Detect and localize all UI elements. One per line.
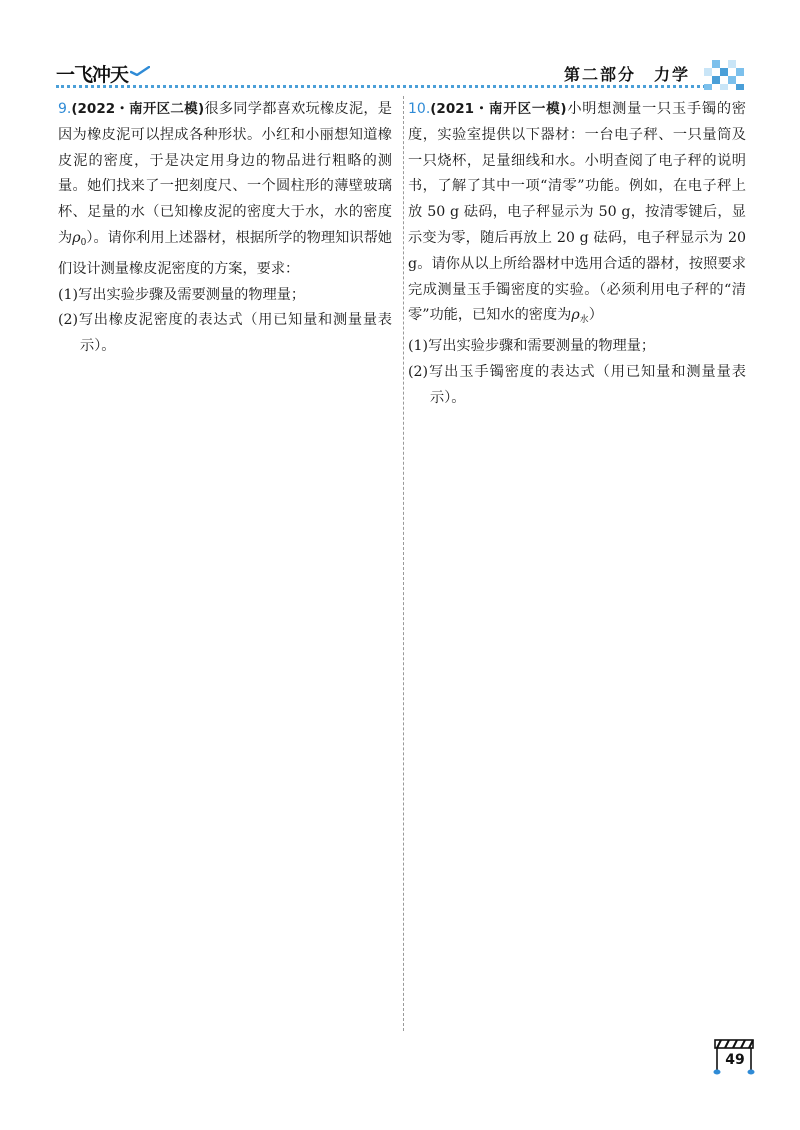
brand-swoosh-icon <box>130 66 150 76</box>
question-9 <box>58 97 392 360</box>
checker-pattern-icon <box>704 60 744 90</box>
question-body-cont: ） <box>588 307 603 324</box>
question-number: 9. <box>58 101 72 117</box>
page-header <box>56 58 746 90</box>
question-body: 小明想测量一只玉手镯的密度，实验室提供以下器材：一台电子秤、一只量筒及一只烧杯，足量细线和水。小明查阅了电子秤的说明书，了解了其中一项“清零”功能。例如，在电子秤上放 50 g 砝码，电子秤显示为 50 g，按清零键后，显示变为零，随后再放上 20 g 砝码，电子秤显示为 20 g。请你从以上所给器材中选用合适的器材，按照要求完成测量玉手镯密度的实验。（必须利用电子秤的“清零”功能，已知水的密度为 <box>408 101 746 324</box>
header-dotted-rule <box>56 85 706 88</box>
density-symbol: $\rho_水$ <box>571 307 589 326</box>
requirement-1: (1)写出实验步骤和需要测量的物理量； <box>408 338 656 355</box>
requirement-1: (1)写出实验步骤及需要测量的物理量； <box>58 286 306 303</box>
page-number: 49 <box>725 1052 745 1068</box>
section-title: 第二部分 力学 <box>564 65 691 84</box>
question-10 <box>408 97 746 412</box>
requirement-2: (2)写出橡皮泥密度的表达式（用已知量和测量量表示）。 <box>58 312 392 355</box>
question-body: 很多同学都喜欢玩橡皮泥，是因为橡皮泥可以捏成各种形状。小红和小丽想知道橡皮泥的密度，于是决定用身边的物品进行粗略的测量。她们找来了一把刻度尺、一个圆柱形的薄壁玻璃杯、足量的水（已知橡皮泥的密度大于水，水的密度为 <box>58 101 392 246</box>
column-divider <box>403 96 404 1031</box>
density-symbol: $\rho_0$ <box>72 229 87 248</box>
question-source: (2022・南开区二模) <box>71 101 205 117</box>
brand-logo-text: 一飞冲天 <box>56 64 129 86</box>
requirement-2: (2)写出玉手镯密度的表达式（用已知量和测量量表示）。 <box>408 363 746 406</box>
question-source: (2021・南开区一模) <box>430 101 567 117</box>
question-number: 10. <box>408 101 431 117</box>
question-body-cont: ）。请你利用上述器材，根据所学的物理知识帮她们设计测量橡皮泥密度的方案，要求： <box>58 229 392 277</box>
